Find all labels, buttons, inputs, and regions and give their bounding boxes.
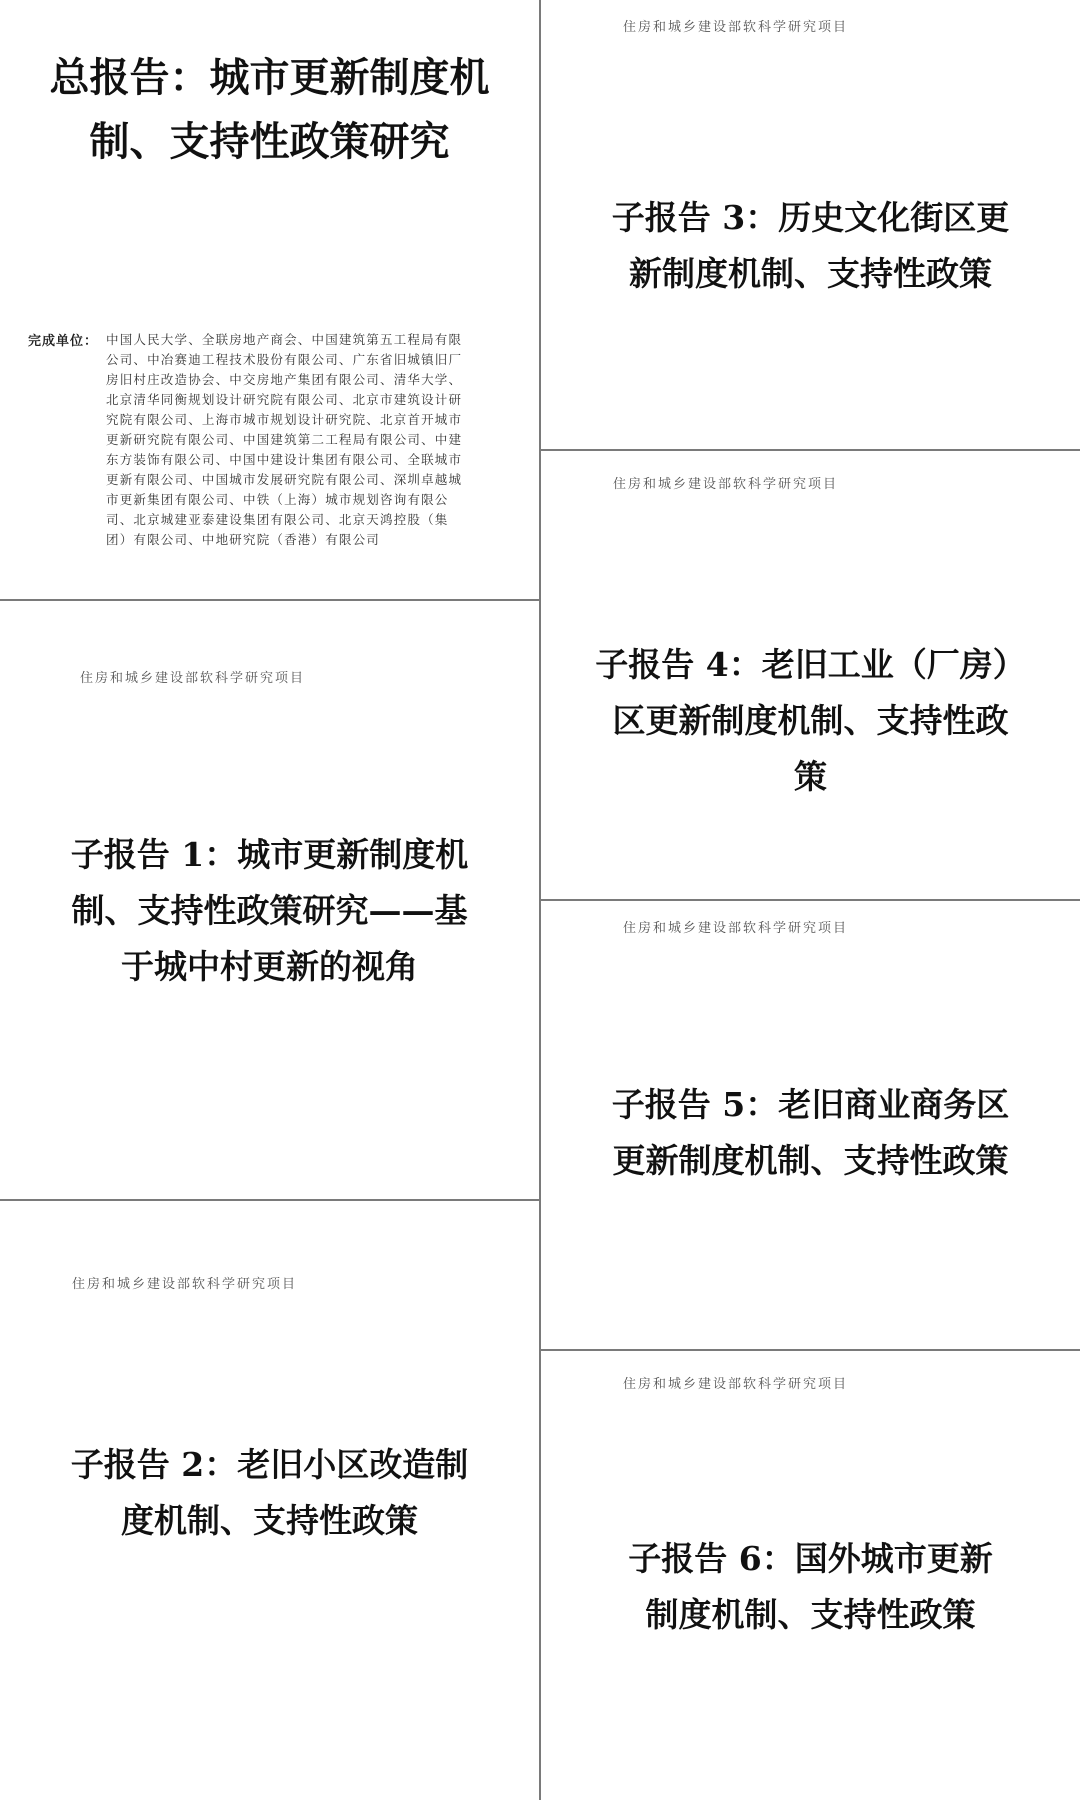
sub-report-title-line: 子报告 4：老旧工业（厂房） <box>595 645 1026 684</box>
units-line: 东方装饰有限公司、中国中建设计集团有限公司、全联城市 <box>106 452 463 467</box>
units-line: 更新研究院有限公司、中国建筑第二工程局有限公司、中建 <box>106 432 463 447</box>
units-line: 房旧村庄改造协会、中交房地产集团有限公司、清华大学、 <box>106 372 463 387</box>
sub-report-title-line: 子报告 1：城市更新制度机 <box>70 835 469 874</box>
sub-report-5-page <box>541 901 1080 1349</box>
sub-report-4-title <box>541 637 1080 805</box>
sub-report-title-line: 更新制度机制、支持性政策 <box>612 1141 1009 1180</box>
sub-report-title-line: 于城中村更新的视角 <box>121 947 418 986</box>
main-report-title <box>0 46 539 174</box>
sub-report-3-page <box>541 0 1080 449</box>
sub-report-title-line: 度机制、支持性政策 <box>121 1501 418 1540</box>
sub-report-title-line: 制度机制、支持性政策 <box>645 1595 976 1634</box>
sub-report-title-line: 制、支持性政策研究——基 <box>71 891 468 930</box>
project-header: 住房和城乡建设部软科学研究项目 <box>80 671 306 686</box>
project-header: 住房和城乡建设部软科学研究项目 <box>613 477 839 492</box>
units-line: 司、北京城建亚泰建设集团有限公司、北京天鸿控股（集 <box>106 512 449 527</box>
sub-report-4-page <box>541 451 1080 899</box>
sub-report-2-page <box>0 1201 539 1800</box>
main-report-title-line: 总报告：城市更新制度机 <box>49 54 490 101</box>
sub-report-title-line: 子报告 6：国外城市更新 <box>628 1539 993 1578</box>
units-line: 团）有限公司、中地研究院（香港）有限公司 <box>106 532 381 547</box>
sub-report-title-line: 子报告 3：历史文化街区更 <box>611 198 1010 237</box>
main-report-title-line: 制、支持性政策研究 <box>89 118 450 165</box>
sub-report-title-line: 新制度机制、支持性政策 <box>629 254 992 293</box>
sub-report-2-title <box>0 1437 539 1549</box>
units-line: 公司、中冶赛迪工程技术股份有限公司、广东省旧城镇旧厂 <box>106 352 463 367</box>
project-header: 住房和城乡建设部软科学研究项目 <box>623 20 849 35</box>
sub-report-5-title <box>541 1077 1080 1189</box>
sub-report-1-title <box>0 827 539 995</box>
sub-report-title-line: 子报告 5：老旧商业商务区 <box>611 1085 1010 1124</box>
sub-report-title-line: 策 <box>794 757 827 796</box>
units-line: 究院有限公司、上海市城市规划设计研究院、北京首开城市 <box>106 412 463 427</box>
sub-report-title-line: 区更新制度机制、支持性政 <box>612 701 1009 740</box>
sub-report-6-page <box>541 1351 1080 1800</box>
completing-units-label: 完成单位： <box>28 334 99 349</box>
sub-report-title-line: 子报告 2：老旧小区改造制 <box>70 1445 469 1484</box>
main-report-page <box>0 0 539 599</box>
sub-report-3-title <box>541 190 1080 302</box>
project-header: 住房和城乡建设部软科学研究项目 <box>623 1377 849 1392</box>
project-header: 住房和城乡建设部软科学研究项目 <box>623 921 849 936</box>
units-line: 北京清华同衡规划设计研究院有限公司、北京市建筑设计研 <box>106 392 463 407</box>
completing-units-list <box>106 330 506 550</box>
units-line: 市更新集团有限公司、中铁（上海）城市规划咨询有限公 <box>106 492 449 507</box>
units-line: 中国人民大学、全联房地产商会、中国建筑第五工程局有限 <box>106 332 463 347</box>
units-line: 更新有限公司、中国城市发展研究院有限公司、深圳卓越城 <box>106 472 463 487</box>
sub-report-6-title <box>541 1531 1080 1643</box>
project-header: 住房和城乡建设部软科学研究项目 <box>72 1277 298 1292</box>
sub-report-1-page <box>0 601 539 1199</box>
